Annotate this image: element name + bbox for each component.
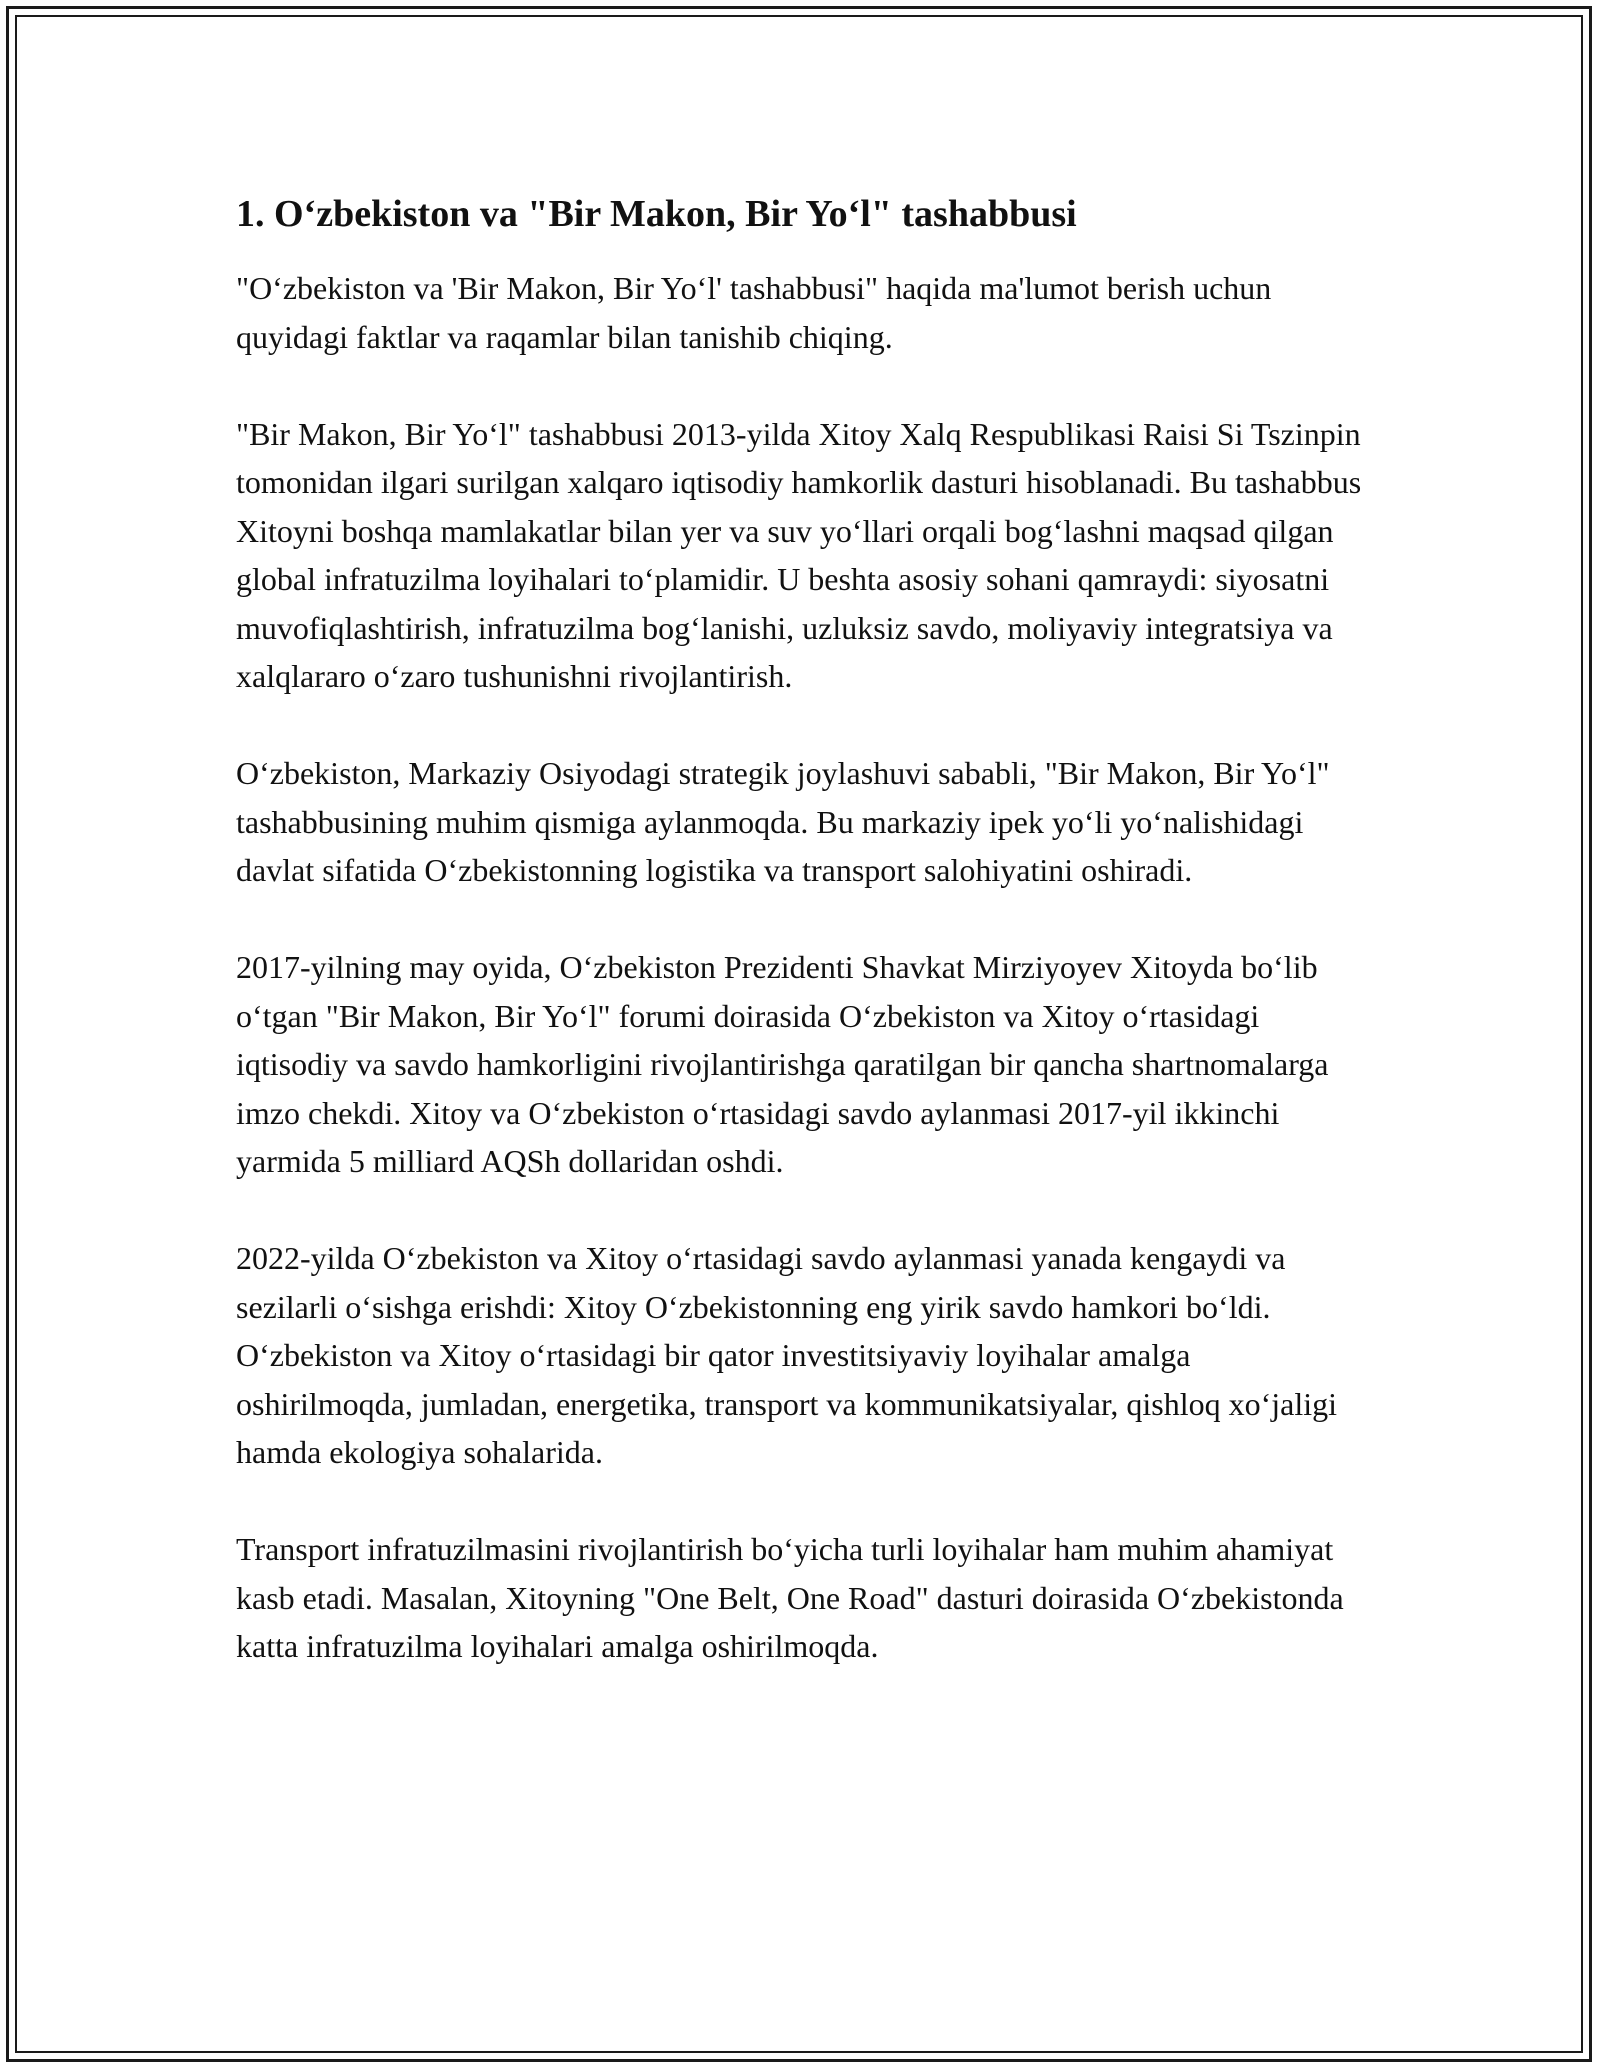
paragraph-2017-forum: 2017-yilning may oyida, O‘zbekiston Prezidenti Shavkat Mirziyoyev Xitoyda bo‘lib o‘tgan "Bir Makon, Bir Yo‘l" forumi doirasida O‘zbekiston va Xitoy o‘rtasidagi iqtisodiy va savdo hamkorligini rivojlantirishga qaratilgan bir qancha shartnomalarga imzo chekdi. Xitoy va O‘zbekiston o‘rtasidagi savdo aylanmasi 2017-yil ikkinchi yarmida 5 milliard AQSh dollaridan oshdi. bbox=[236, 949, 1329, 1179]
paragraph-2022-trade: 2022-yilda O‘zbekiston va Xitoy o‘rtasidagi savdo aylanmasi yanada kengaydi va sezilarli o‘sishga erishdi: Xitoy O‘zbekistonning eng yirik savdo hamkori bo‘ldi. O‘zbekiston va Xitoy o‘rtasidagi bir qator investitsiyaviy loyihalar amalga oshirilmoqda, jumladan, energetika, transport va kommunikatsiyalar, qishloq xo‘jaligi hamda ekologiya sohalarida. bbox=[236, 1240, 1338, 1470]
paragraph-uzbekistan-role: O‘zbekiston, Markaziy Osiyodagi strategik joylashuvi sababli, "Bir Makon, Bir Yo‘l" tashabbusining muhim qismiga aylanmoqda. Bu markaziy ipek yo‘li yo‘nalishidagi davlat sifatida O‘zbekistonning logistika va transport salohiyatini oshiradi. bbox=[236, 755, 1330, 888]
paragraph-transport-projects: Transport infratuzilmasini rivojlantirish bo‘yicha turli loyihalar ham muhim ahamiyat kasb etadi. Masalan, Xitoyning "One Belt, One Road" dasturi doirasida O‘zbekistonda katta infratuzilma loyihalari amalga oshirilmoqda. bbox=[236, 1531, 1344, 1664]
document-title: 1. O‘zbekiston va "Bir Makon, Bir Yo‘l" tashabbusi bbox=[236, 193, 1077, 235]
document-body bbox=[236, 188, 1366, 1671]
paragraph-initiative-overview: "Bir Makon, Bir Yo‘l" tashabbusi 2013-yilda Xitoy Xalq Respublikasi Raisi Si Tszinpin tomonidan ilgari surilgan xalqaro iqtisodiy hamkorlik dasturi hisoblanadi. Bu tashabbus Xitoyni boshqa mamlakatlar bilan yer va suv yo‘llari orqali bog‘lashni maqsad qilgan global infratuzilma loyihalari to‘plamidir. U beshta asosiy sohani qamraydi: siyosatni muvofiqlashtirish, infratuzilma bog‘lanishi, uzluksiz savdo, moliyaviy integratsiya va xalqlararo o‘zaro tushunishni rivojlantirish. bbox=[236, 415, 1362, 694]
paragraph-intro: "O‘zbekiston va 'Bir Makon, Bir Yo‘l' tashabbusi" haqida ma'lumot berish uchun quyidagi faktlar va raqamlar bilan tanishib chiqing. bbox=[236, 270, 1272, 355]
